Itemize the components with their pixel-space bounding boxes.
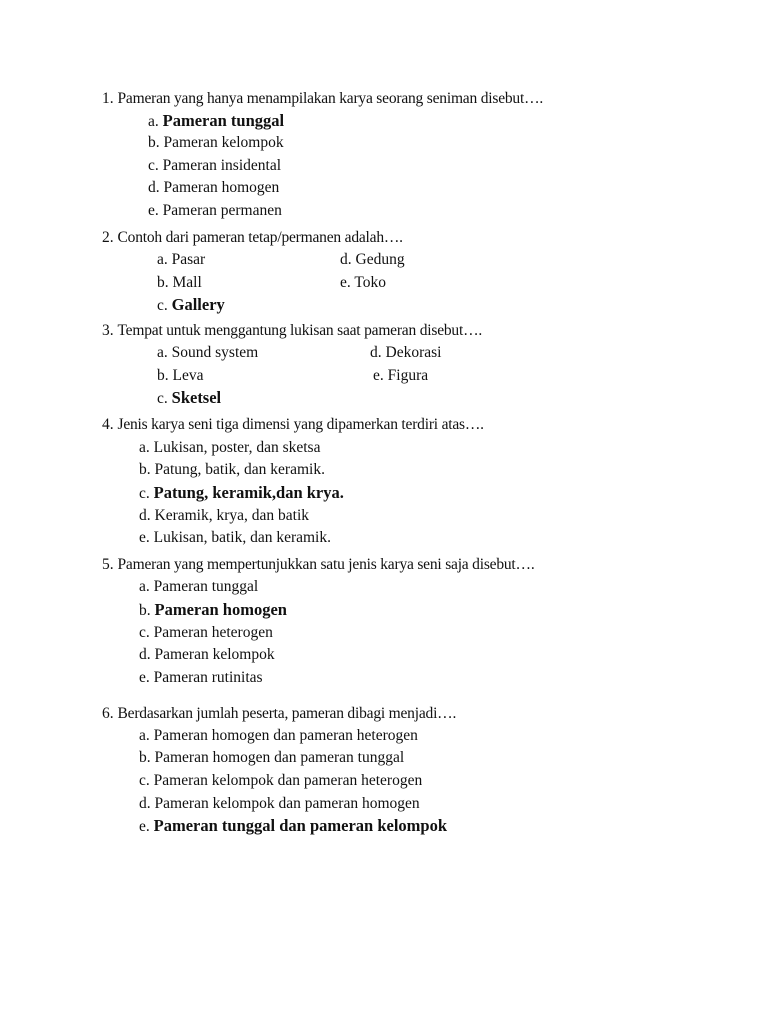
option-text: Pameran kelompok dan pameran heterogen [153, 772, 423, 789]
option-text: Keramik, krya, dan batik [154, 507, 310, 524]
option-4a [139, 438, 320, 458]
option-text: Leva [172, 367, 204, 384]
option-2b [157, 273, 202, 293]
question-6 [102, 704, 456, 724]
option-text: Pameran kelompok dan pameran homogen [154, 795, 420, 812]
option-letter: c. [157, 297, 168, 314]
option-text: Pameran heterogen [153, 624, 273, 641]
option-text: Pameran homogen dan pameran heterogen [153, 727, 418, 744]
option-letter: b. [157, 274, 169, 291]
option-4c [139, 483, 344, 504]
option-letter: d. [340, 251, 352, 268]
option-text: Figura [387, 367, 429, 384]
option-text: Lukisan, batik, dan keramik. [153, 529, 331, 546]
question-text: Contoh dari pameran tetap/permanen adalah…. [117, 229, 403, 246]
option-letter: c. [139, 624, 150, 641]
question-text: Tempat untuk menggantung lukisan saat pameran disebut…. [117, 322, 483, 339]
option-1c [148, 156, 281, 176]
question-number: 6. [102, 705, 114, 722]
option-letter: e. [139, 529, 150, 546]
option-text: Pameran homogen dan pameran tunggal [154, 749, 405, 766]
question-1 [102, 89, 543, 109]
correct-answer: Gallery [171, 295, 225, 314]
option-6d [139, 794, 420, 814]
question-text: Berdasarkan jumlah peserta, pameran dibagi menjadi…. [117, 705, 457, 722]
option-letter: d. [370, 344, 382, 361]
option-4e [139, 528, 331, 548]
option-6b [139, 748, 404, 768]
option-5a [139, 577, 258, 597]
option-letter: e. [139, 669, 150, 686]
question-3 [102, 321, 482, 341]
option-5d [139, 645, 275, 665]
option-3d [370, 343, 441, 363]
option-letter: d. [139, 646, 151, 663]
option-letter: a. [157, 344, 168, 361]
option-6c [139, 771, 422, 791]
option-letter: a. [139, 439, 150, 456]
option-letter: e. [373, 367, 384, 384]
option-letter: e. [340, 274, 351, 291]
option-text: Pameran rutinitas [153, 669, 263, 686]
option-letter: b. [148, 134, 160, 151]
option-text: Sound system [171, 344, 259, 361]
question-5 [102, 555, 535, 575]
correct-answer: Sketsel [171, 388, 222, 407]
option-6e [139, 816, 447, 837]
option-letter: b. [139, 749, 151, 766]
option-letter: b. [139, 461, 151, 478]
option-2e [340, 273, 386, 293]
option-letter: d. [139, 507, 151, 524]
option-2a [157, 250, 205, 270]
correct-answer: Patung, keramik,dan krya. [153, 483, 344, 502]
option-text: Mall [172, 274, 202, 291]
option-letter: d. [139, 795, 151, 812]
option-text: Pameran permanen [162, 202, 282, 219]
option-letter: b. [139, 602, 151, 619]
option-1b [148, 133, 284, 153]
question-number: 3. [102, 322, 114, 339]
correct-answer: Pameran tunggal dan pameran kelompok [153, 816, 447, 835]
question-number: 4. [102, 416, 114, 433]
question-number: 1. [102, 90, 114, 107]
option-text: Pameran kelompok [163, 134, 284, 151]
option-text: Pameran tunggal [153, 578, 259, 595]
option-5e [139, 668, 263, 688]
option-3e [373, 366, 428, 386]
option-text: Pameran insidental [162, 157, 282, 174]
option-text: Pameran homogen [163, 179, 280, 196]
option-letter: e. [148, 202, 159, 219]
option-letter: c. [148, 157, 159, 174]
option-text: Pasar [171, 251, 206, 268]
option-2c [157, 295, 225, 316]
option-text: Patung, batik, dan keramik. [154, 461, 325, 478]
option-2d [340, 250, 405, 270]
option-3c [157, 388, 221, 409]
option-letter: a. [157, 251, 168, 268]
option-3a [157, 343, 258, 363]
correct-answer: Pameran tunggal [162, 111, 285, 130]
question-number: 2. [102, 229, 114, 246]
option-text: Gedung [355, 251, 405, 268]
option-letter: e. [139, 818, 150, 835]
option-letter: c. [157, 390, 168, 407]
option-text: Pameran kelompok [154, 646, 275, 663]
question-text: Pameran yang hanya menampilakan karya seorang seniman disebut…. [117, 90, 544, 107]
option-5c [139, 623, 273, 643]
option-letter: a. [148, 113, 159, 130]
option-text: Toko [354, 274, 387, 291]
option-1d [148, 178, 279, 198]
question-text: Pameran yang mempertunjukkan satu jenis karya seni saja disebut…. [117, 556, 535, 573]
option-1a [148, 111, 284, 132]
option-letter: c. [139, 485, 150, 502]
question-text: Jenis karya seni tiga dimensi yang dipamerkan terdiri atas…. [117, 416, 484, 433]
option-letter: b. [157, 367, 169, 384]
option-letter: a. [139, 727, 150, 744]
option-1e [148, 201, 282, 221]
question-number: 5. [102, 556, 114, 573]
option-text: Dekorasi [385, 344, 442, 361]
option-5b [139, 600, 287, 621]
question-4 [102, 415, 484, 435]
option-4b [139, 460, 325, 480]
question-2 [102, 228, 403, 248]
option-letter: d. [148, 179, 160, 196]
option-3b [157, 366, 203, 386]
option-6a [139, 726, 418, 746]
correct-answer: Pameran homogen [154, 600, 287, 619]
option-text: Lukisan, poster, dan sketsa [153, 439, 321, 456]
option-4d [139, 506, 309, 526]
option-letter: a. [139, 578, 150, 595]
option-letter: c. [139, 772, 150, 789]
